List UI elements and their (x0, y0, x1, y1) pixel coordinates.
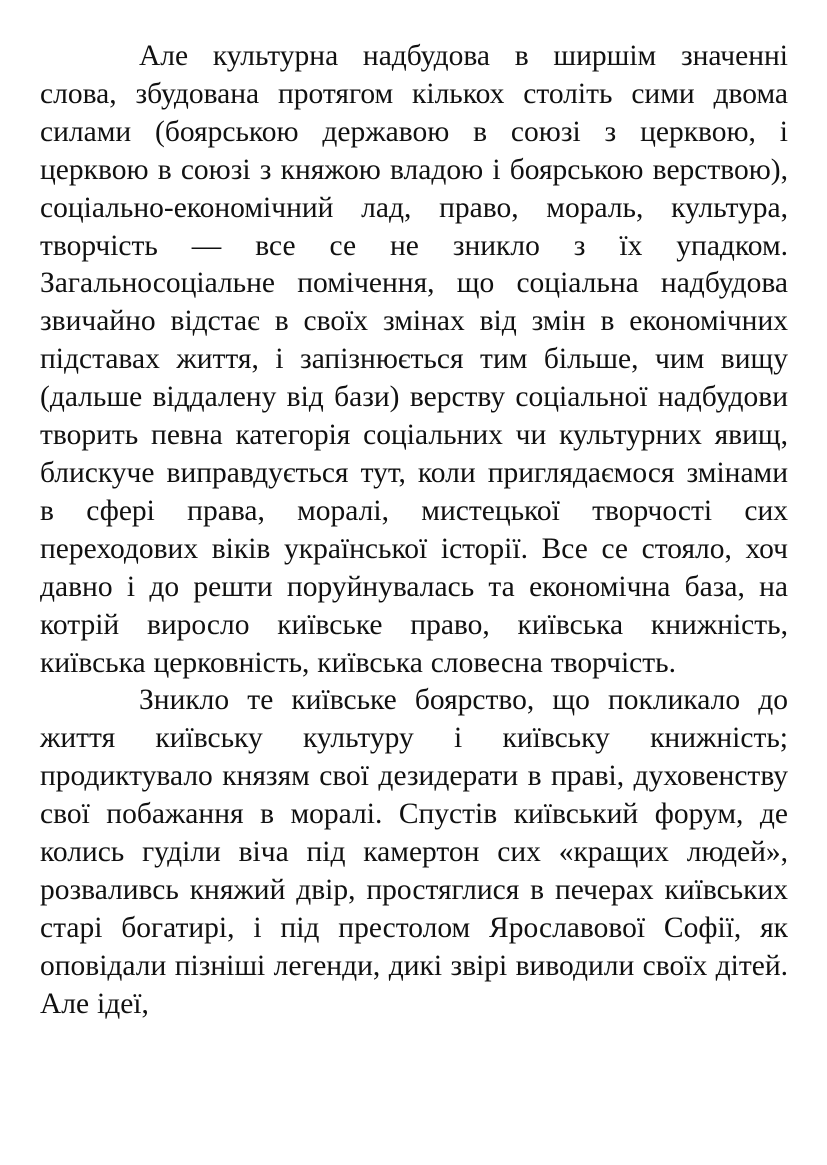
document-page (40, 38, 788, 1024)
paragraph-2: Зникло те київське боярство, що покликало до життя київську культуру і київську книжність; продиктувало князям свої дезидерати в праві, духовенству свої побажання в моралі. Спустів київський форум, де колись гуділи віча під камертон сих «кращих людей», розваливсь княжий двір, простяглися в печерах київських старі богатирі, і під престолом Ярославової Софії, як оповідали пізніші легенди, дикі звірі виводили своїх дітей. Але ідеї, (40, 684, 788, 1020)
paragraph-1: Але культурна надбудова в ширшім значенні слова, збудована протягом кількох століть сими двома силами (боярською державою в союзі з церквою, і церквою в союзі з княжою владою і боярською верствою), соціально-економічний лад, право, мораль, культура, творчість — все се не зникло з їх упадком. Загальносоціальне помічення, що соціальна надбудова звичайно відстає в своїх змінах від змін в економічних підставах життя, і запізнюється тим більше, чим вищу (дальше віддалену від бази) верству соціальної надбудови творить певна категорія соціальних чи культурних явищ, блискуче виправдується тут, коли приглядаємося змінами в сфері права, моралі, мистецької творчості сих переходових віків української історії. Все се стояло, хоч давно і до решти поруйнувалась та економічна база, на котрій виросло київське право, київська книжність, київська церковність, київська словесна творчість. (40, 40, 788, 679)
